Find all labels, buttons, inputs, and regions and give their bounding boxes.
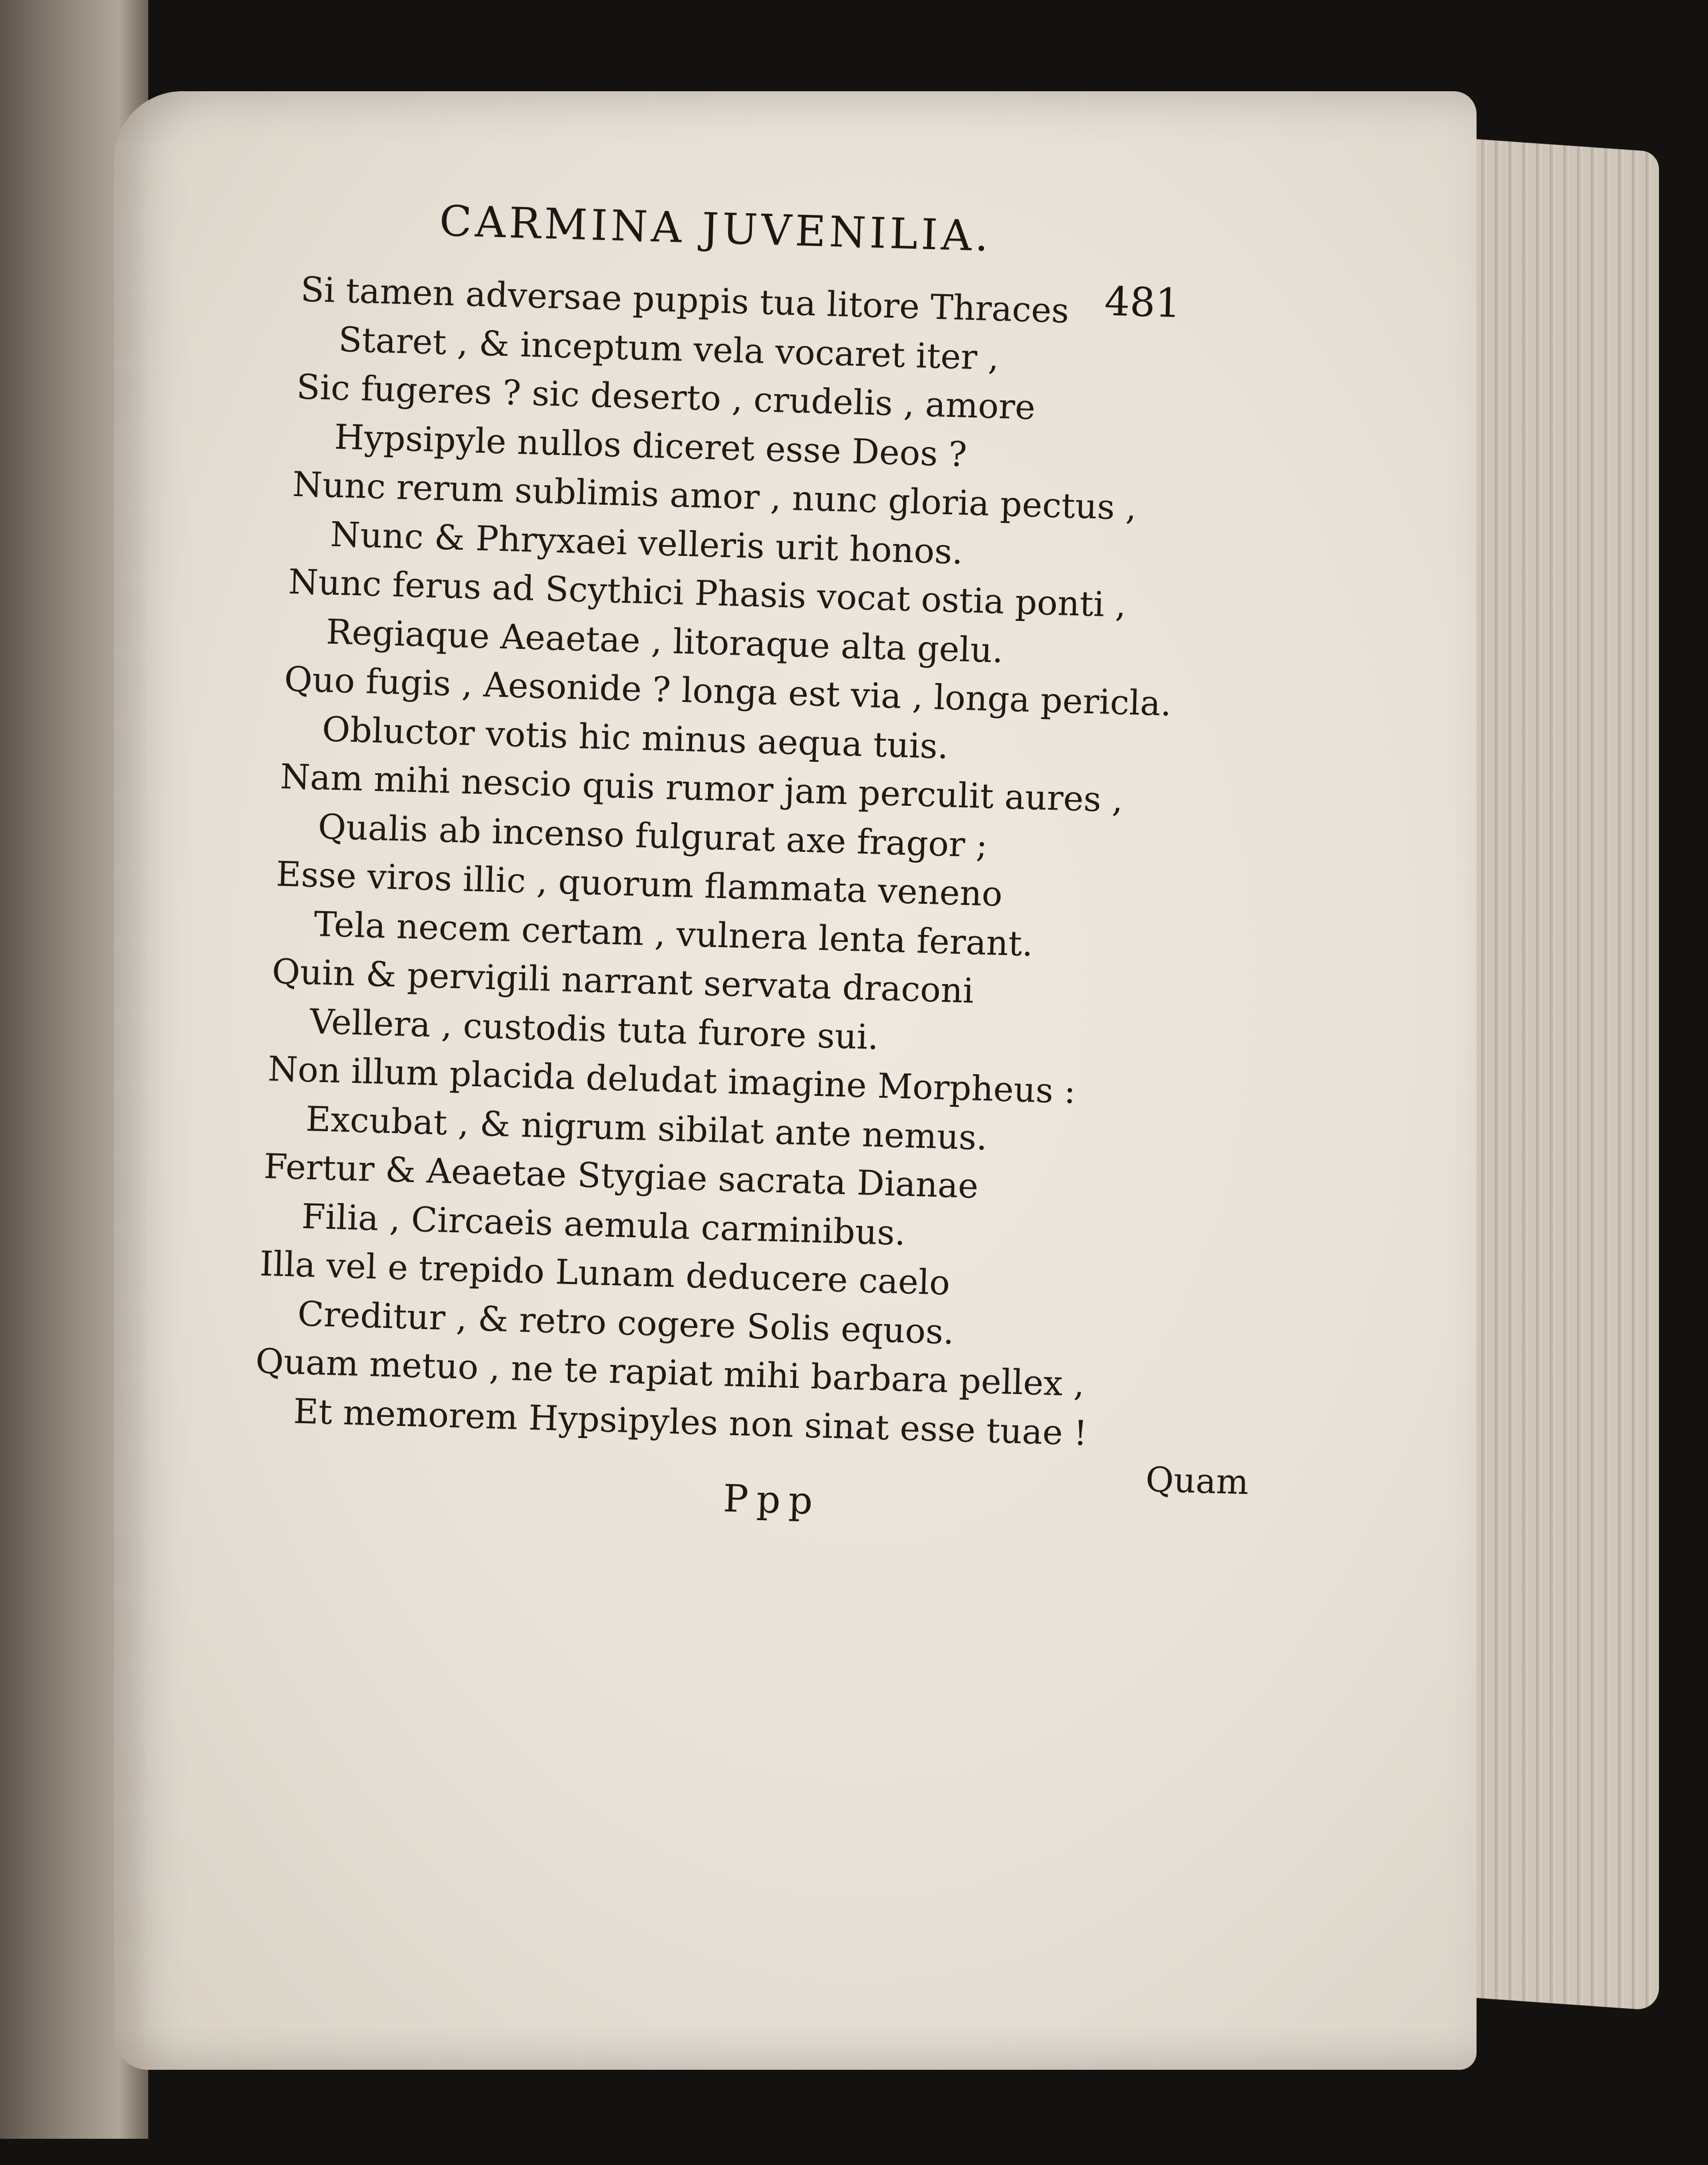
verse-line: Nunc & Phryxaei velleris urit honos. [330, 514, 964, 572]
verse-line: Illa vel e trepido Lunam deducere caelo [259, 1244, 951, 1303]
verse-line: Nunc rerum sublimis amor , nunc gloria pectus , [292, 464, 1137, 529]
verse-line: Filia , Circaeis aemula carminibus. [301, 1196, 906, 1253]
verse-line: Staret , & inceptum vela vocaret iter , [337, 319, 1000, 378]
verse-line: Nunc ferus ad Scythici Phasis vocat ostia ponti , [287, 562, 1127, 625]
verse-line: Non illum placida deludat imagine Morpheus : [267, 1049, 1076, 1112]
verse-line: Quin & pervigili narrant servata draconi [271, 952, 975, 1012]
verse-line: Excubat , & nigrum sibilat ante nemus. [305, 1099, 988, 1158]
verse-line: Tela necem certam , vulnera lenta ferant. [313, 904, 1034, 964]
verse-line: Fertur & Aeaetae Stygiae sacrata Dianae [263, 1146, 979, 1207]
verse-line: Obluctor votis hic minus aequa tuis. [322, 709, 949, 767]
verse-line: Nam mihi nescio quis rumor jam perculit aures , [279, 757, 1124, 820]
catchword: Quam [1145, 1460, 1250, 1503]
page-number: 481 [1104, 278, 1182, 327]
running-head: CARMINA JUVENILIA. [438, 196, 993, 261]
verse-line: Sic fugeres ? sic deserto , crudelis , amore [296, 367, 1036, 428]
verse-line: Qualis ab incenso fulgurat axe fragor ; [317, 806, 989, 866]
verse-line: Vellera , custodis tuta furore sui. [309, 1001, 880, 1058]
verse-line: Quo fugis , Aesonide ? longa est via , longa pericla. [283, 659, 1172, 724]
verse-line: Hypsipyle nullos diceret esse Deos ? [334, 417, 968, 475]
verse-line: Si tamen adversae puppis tua litore Thraces [300, 270, 1070, 331]
verse-line: Creditur , & retro cogere Solis equos. [297, 1294, 955, 1352]
signature-mark: Ppp [722, 1476, 822, 1524]
verse-line: Quam metuo , ne te rapiat mihi barbara pellex , [255, 1341, 1085, 1405]
verse-line: Et memorem Hypsipyles non sinat esse tuae ! [292, 1391, 1088, 1453]
verse-line: Esse viros illic , quorum flammata veneno [275, 854, 1003, 915]
verse-line: Regiaque Aeaetae , litoraque alta gelu. [326, 612, 1004, 671]
